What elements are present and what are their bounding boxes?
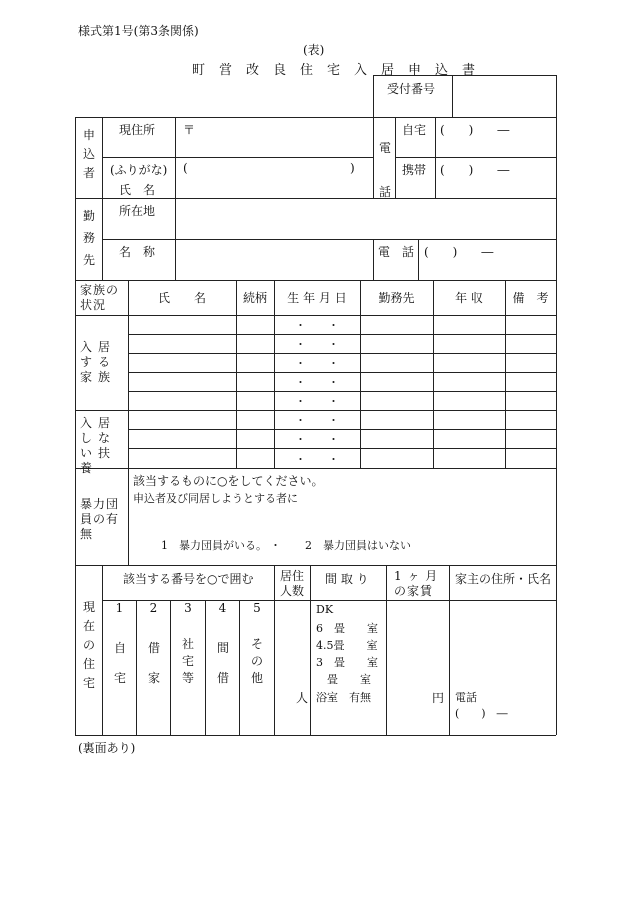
housing-option-rented[interactable]: 借家 xyxy=(147,641,160,685)
landlord-phone-field[interactable]: ( ) ― xyxy=(455,707,508,720)
furigana-label: (ふりがな) xyxy=(110,163,168,177)
reverse-side-note: (裏面あり) xyxy=(78,741,136,755)
gang-option-1[interactable]: 1 暴力団員がいる。 xyxy=(161,539,267,552)
family-status-label: 家族の状況 xyxy=(80,283,120,312)
work-location-field[interactable] xyxy=(176,199,554,238)
gang-subject: 申込者及び同居しようとする者に xyxy=(133,492,298,505)
work-phone-field[interactable]: ( ) ― xyxy=(424,245,494,259)
home-phone-label: 自宅 xyxy=(402,123,427,137)
gang-instruction: 該当するものに○をしてください。 xyxy=(133,474,324,488)
receipt-number-field[interactable] xyxy=(453,76,555,116)
current-housing-label: 現在の住宅 xyxy=(82,600,95,690)
table-row[interactable]: ・ ・ xyxy=(295,395,339,408)
applicant-name-field[interactable] xyxy=(192,160,342,196)
postal-mark: 〒 xyxy=(183,123,196,137)
table-row[interactable]: ・ ・ xyxy=(295,452,339,466)
gang-member-label: 暴力団員の有無 xyxy=(80,497,120,541)
work-name-field[interactable] xyxy=(176,240,372,279)
form-number: 様式第1号(第3条関係) xyxy=(78,24,199,38)
workplace-group-label: 勤務先 xyxy=(82,209,95,267)
rent-unit: 円 xyxy=(432,691,445,705)
address-field[interactable] xyxy=(196,118,371,156)
col-workplace: 勤務先 xyxy=(378,291,415,305)
col-name: 氏 名 xyxy=(157,291,206,305)
front-side-mark: (表) xyxy=(303,43,325,57)
form-title: 町営改良住宅入居申込書 xyxy=(192,63,490,78)
circle-instruction: 該当する番号を○で囲む xyxy=(123,572,254,586)
receipt-number-label: 受付番号 xyxy=(387,82,436,96)
col-relation: 続柄 xyxy=(242,291,267,305)
residents-label: 居住人数 xyxy=(280,569,305,598)
gang-option-2[interactable]: 2 暴力団員はいない xyxy=(305,539,411,552)
table-row[interactable]: ・ ・ xyxy=(295,433,339,446)
landlord-phone-label: 電話 xyxy=(455,691,477,704)
col-remarks: 備 考 xyxy=(512,291,549,305)
mobile-phone-field[interactable]: ( ) ― xyxy=(440,163,510,177)
table-row[interactable]: ・ ・ xyxy=(295,319,339,332)
housing-option-room[interactable]: 間借 xyxy=(216,641,229,685)
dependents-label: 入居しない扶養 xyxy=(80,416,117,475)
phone-group-label: 電話 xyxy=(378,141,391,199)
housing-option-own[interactable]: 自宅 xyxy=(113,641,126,685)
table-row[interactable]: ・ ・ xyxy=(295,338,339,351)
home-phone-field[interactable]: ( ) ― xyxy=(440,123,510,137)
housing-option-other[interactable]: その他 xyxy=(250,637,263,685)
col-birthdate: 生 年 月 日 xyxy=(287,291,347,305)
applicant-group-label: 申込者 xyxy=(82,128,95,180)
monthly-rent-label: 1 ヶ 月の家賃 xyxy=(394,569,439,598)
work-name-label: 名 称 xyxy=(119,245,156,259)
work-phone-label: 電 話 xyxy=(378,245,415,259)
room-layout-label: 間 取 り xyxy=(325,572,369,586)
table-row[interactable]: ・ ・ xyxy=(295,376,339,389)
residents-unit: 人 xyxy=(296,691,309,705)
applicant-name-label: 氏 名 xyxy=(119,183,156,197)
col-income: 年 収 xyxy=(455,291,483,305)
table-row[interactable]: ・ ・ xyxy=(295,357,339,370)
mobile-phone-label: 携帯 xyxy=(402,163,427,177)
work-location-label: 所在地 xyxy=(119,204,156,218)
table-row[interactable]: ・ ・ xyxy=(295,414,339,427)
cohabiting-family-label: 入居する家族 xyxy=(80,340,117,384)
housing-option-company[interactable]: 社宅等 xyxy=(181,637,194,685)
landlord-label: 家主の住所・氏名 xyxy=(455,572,552,586)
address-label: 現住所 xyxy=(119,123,156,137)
